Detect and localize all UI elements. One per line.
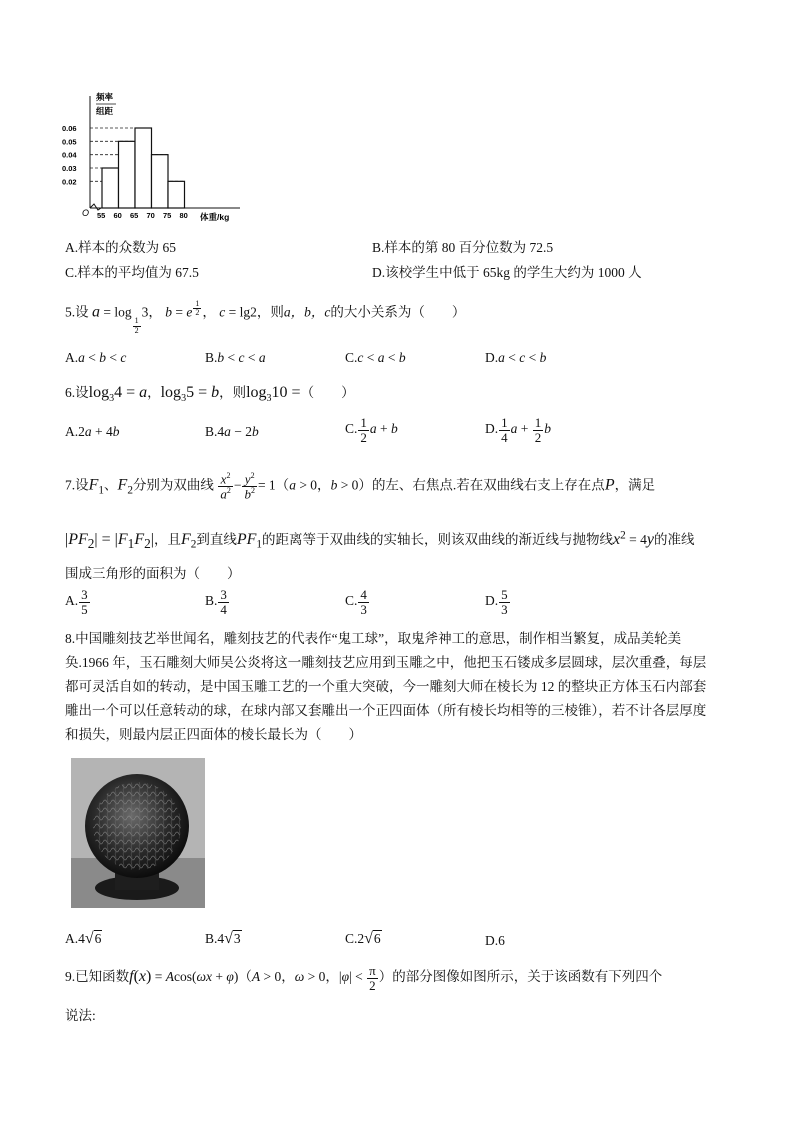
q5-tail: 的大小关系为（ ）: [330, 304, 466, 320]
hist-x-tick-label: 80: [179, 211, 188, 220]
q7-option-d[interactable]: D. $\frac{5}{3}$: [485, 587, 508, 617]
question-8-line-3: 都可灵活自如的转动，是中国玉雕工艺的一个重大突破，今一雕刻大师在棱长为 12 的整块正方体玉石内部套: [65, 679, 707, 694]
q8-option-a[interactable]: A.4√6: [65, 930, 102, 947]
q6-option-c[interactable]: C. $\frac{1}{2}$ a + b: [345, 415, 398, 445]
q6-option-b[interactable]: B.4a − 2b: [205, 424, 259, 439]
hist-y-tick-label: 0.06: [62, 124, 77, 133]
hist-bar: [119, 141, 136, 208]
question-7-line-3: 围成三角形的面积为（ ）: [65, 566, 241, 581]
question-5-stem: 5.设 a = log $_{\frac{1}{2}}$ 3， b = e $^{\frac{1}{2}}$ ， c = lg2，则a，b，c的大小关系为（ ）: [65, 299, 466, 335]
question-8-line-5: 和损失，则最内层正四面体的棱长最长为（ ）: [65, 727, 362, 742]
question-8-line-1: 8.中国雕刻技艺举世闻名，雕刻技艺的代表作“鬼工球”，取鬼斧神工的意思，制作相当繁复，成品美轮美: [65, 631, 682, 646]
hist-bar: [168, 181, 185, 208]
q5-prefix: 5.设: [65, 304, 89, 320]
q8-option-c[interactable]: C.2√6: [345, 930, 381, 947]
question-6-stem: 6.设$\log_34 = a$，$\log_35 = b$，则$\log_310$ =（ ）: [65, 384, 355, 405]
hist-y-tick-label: 0.02: [62, 177, 77, 187]
q4-option-a[interactable]: A.样本的众数为 65: [65, 240, 176, 255]
q5-option-a[interactable]: A.a < b < c: [65, 350, 127, 365]
q5-option-d[interactable]: D.a < c < b: [485, 350, 547, 365]
hist-y-tick-label: 0.05: [62, 137, 77, 147]
hist-x-tick-label: 60: [113, 211, 122, 220]
hist-x-tick-label: 65: [130, 211, 139, 220]
q4-option-b[interactable]: B.样本的第 80 百分位数为 72.5: [372, 240, 554, 255]
q5-vars: a，b，c: [283, 304, 331, 320]
q7-option-b[interactable]: B. $\frac{3}{4}$: [205, 587, 227, 617]
q4-option-c[interactable]: C.样本的平均值为 67.5: [65, 265, 199, 280]
question-8-line-2: 奂.1966 年，玉石雕刻大师吴公炎将这一雕刻技艺应用到玉雕之中，他把玉石镂成多层圆球，层次重叠，每层: [65, 655, 707, 670]
question-9-line-1: 9.已知函数f(x) = Acos(ωx + φ)（A > 0，ω > 0，|φ| < $\frac{\pi}{2}$ ）的部分图像如图所示，关于该函数有下列四个: [65, 963, 663, 993]
hist-x-tick-label: 75: [163, 211, 172, 220]
hist-axis-break: [90, 204, 101, 210]
hist-bar: [152, 155, 169, 208]
hist-x-tick-label: 70: [146, 211, 155, 220]
hist-bar: [102, 168, 119, 208]
q7-option-c[interactable]: C. $\frac{4}{3}$: [345, 587, 367, 617]
hist-origin: O: [82, 208, 90, 218]
q4-option-d[interactable]: D.该校学生中低于 65kg 的学生大约为 1000 人: [372, 265, 642, 280]
histogram-plot: [62, 96, 240, 220]
hist-x-tick-label: 55: [97, 211, 106, 220]
question-8-line-4: 雕出一个可以任意转动的球，在球内部又套雕出一个正四面体（所有棱长均相等的三棱锥），若不计各层厚度: [65, 703, 707, 718]
hist-ylabel-bottom: 组距: [96, 106, 114, 116]
q6-option-a[interactable]: A.2a + 4b: [65, 424, 120, 439]
q6-option-d[interactable]: D. $\frac{1}{4}$ a + $\frac{1}{2}$ b: [485, 415, 551, 445]
q8-option-d[interactable]: D.6: [485, 933, 505, 948]
q8-option-b[interactable]: B.4√3: [205, 930, 241, 947]
q5-option-c[interactable]: C.c < a < b: [345, 350, 406, 365]
hist-xlabel: 体重/kg: [200, 212, 230, 222]
q7-option-a[interactable]: A. $\frac{3}{5}$: [65, 587, 88, 617]
question-7-line-2: $|PF_2| = |F_1F_2|$，且$F_2$到直线$PF_1$的距离等于双曲线的实轴长，则该双曲线的渐近线与抛物线$x^2 = 4y$的准线: [65, 529, 695, 552]
histogram-chart: [60, 88, 250, 228]
ghost-ball-photo: [71, 758, 205, 908]
hist-y-tick-label: 0.03: [62, 164, 77, 173]
question-9-line-2: 说法:: [65, 1008, 96, 1023]
q5-option-b[interactable]: B.b < c < a: [205, 350, 266, 365]
hist-ylabel-top: 频率: [96, 92, 114, 102]
question-7-line-1: 7.设$F_1$、$F_2$分别为双曲线 $\frac{x^2}{a^2}$ − $\frac{y^2}{b^2}$ = 1（a > 0，b > 0）的左、右焦点.若在双曲线右支上存在点P，满足: [65, 471, 656, 502]
hist-y-tick-label: 0.04: [62, 150, 77, 160]
hist-bar: [135, 128, 152, 208]
q5-mid: ，则: [256, 304, 284, 320]
